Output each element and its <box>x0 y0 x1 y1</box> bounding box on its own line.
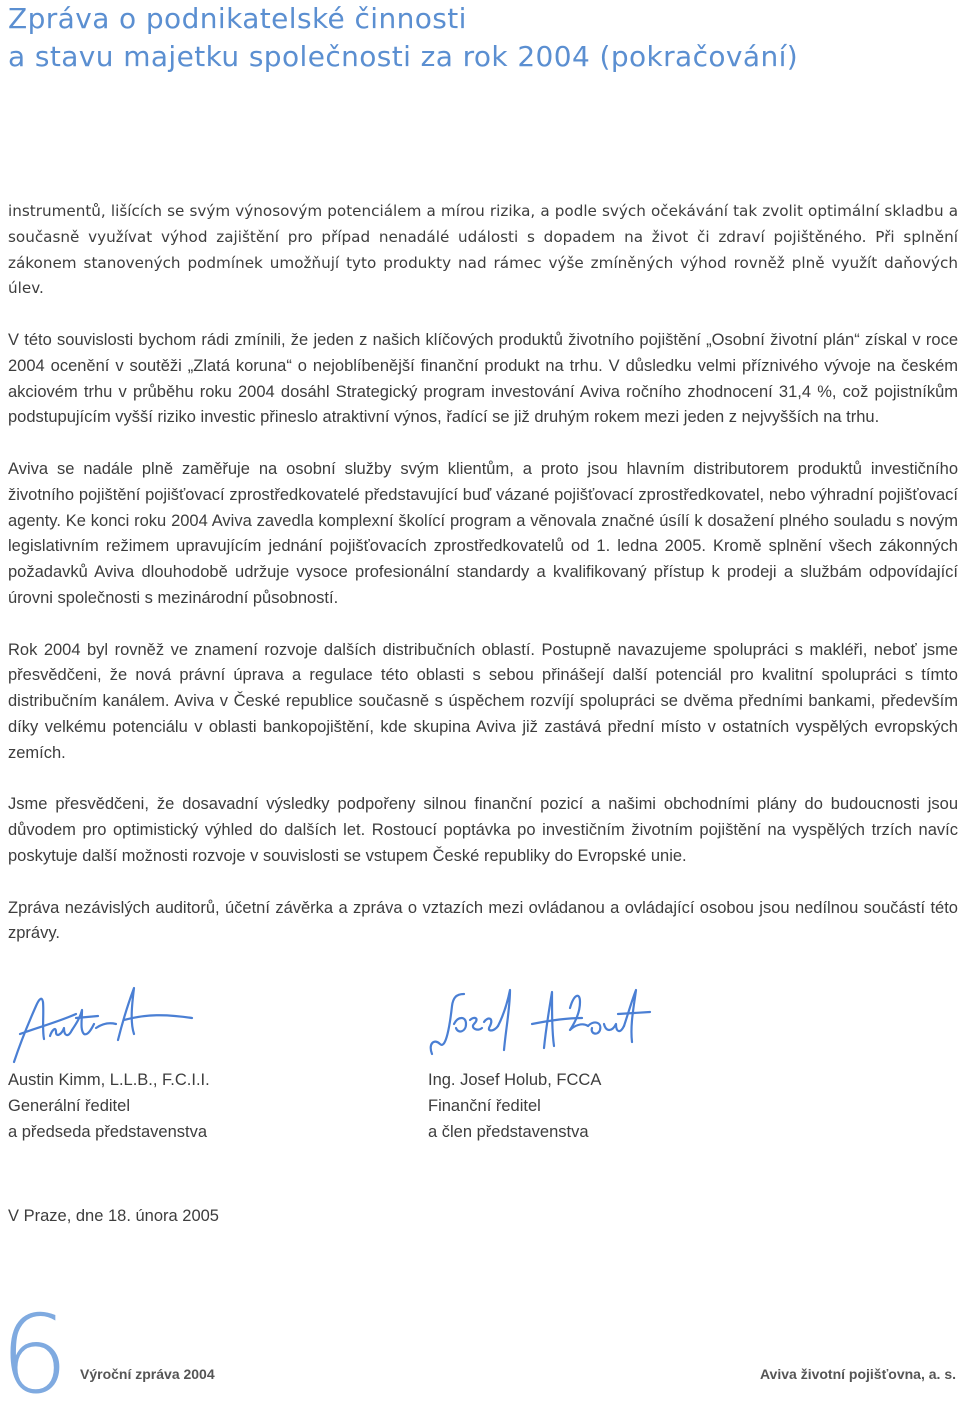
paragraph-4: Rok 2004 byl rovněž ve znamení rozvoje dalších distribučních oblastí. Postupně navazujeme spolupráci s makléři, neboť jsme přesvědčeni, že nová právní úprava a regulace této oblasti s sebou přinášejí další potenciál pro kvalitní spolupráci s tímto distribučním kanálem. Aviva v České republice současně s úspěchem rozvíjí spolupráci se dvěma předními bankami, především díky velkému potenciálu v oblasti bankopojištění, kde skupina Aviva již zastává přední místo v ostatních vyspělých evropských zemích. <box>8 640 958 762</box>
paragraph-6: Zpráva nezávislých auditorů, účetní závěrka a zpráva o vztazích mezi ovládanou a ovládající osobou jsou nedílnou součástí této zprávy. <box>8 898 958 943</box>
paragraph-2: V této souvislosti bychom rádi zmínili, že jeden z našich klíčových produktů životního pojištění „Osobní životní plán“ získal v roce 2004 ocenění v soutěži „Zlatá koruna“ o nejoblíbenější finanční produkt na trhu. V důsledku velmi příznivého vývoje na českém akciovém trhu v průběhu roku 2004 dosáhl Strategický program investování Aviva ročního zhodnocení 31,4 %, což pojistníkům podstupujícím vyšší riziko investic přineslo atraktivní výnos, řadící se již druhým rokem mezi jeden z nejvyšších na trhu. <box>8 330 958 427</box>
title-line-2: a stavu majetku společnosti za rok 2004 (pokračování) <box>8 40 799 73</box>
report-body <box>8 199 958 973</box>
page-title <box>8 0 952 76</box>
signer-left-name: Austin Kimm, L.L.B., F.C.I.I. <box>8 1071 210 1089</box>
signer-right-name: Ing. Josef Holub, FCCA <box>428 1071 602 1089</box>
signer-left-role-2: a předseda představenstva <box>8 1122 208 1141</box>
paragraph-3: Aviva se nadále plně zaměřuje na osobní služby svým klientům, a proto jsou hlavním distributorem produktů investičního životního pojištění pojišťovací zprostředkovatelé představující buď vázané pojišťovací zprostředkovatel, nebo výhradní pojišťovací agenty. Ke konci roku 2004 Aviva zavedla komplexní školící program a věnovala značné úsílí k dosažení plného souladu s novým legislativním režimem upravujícím jednání pojišťovacích zprostředkovatelů od 1. ledna 2005. Kromě splnění všech zákonných požadavků Aviva dlouhodobě udržuje vysoce profesionální standardy a kvalifikovaný přístup k prodeji a službám odpovídající úrovni společnosti s mezinárodní působností. <box>8 459 958 607</box>
signer-left <box>8 1068 210 1145</box>
title-line-1: Zpráva o podnikatelské činnosti <box>8 2 467 35</box>
footer-report-name: Výroční zpráva 2004 <box>80 1366 215 1382</box>
place-date: V Praze, dne 18. února 2005 <box>8 1207 219 1225</box>
signer-left-role-1: Generální ředitel <box>8 1096 130 1115</box>
page-number: 6 <box>0 1293 69 1418</box>
signer-right <box>428 1068 601 1145</box>
footer-company: Aviva životní pojišťovna, a. s. <box>759 1366 956 1382</box>
signer-right-role-1: Finanční ředitel <box>428 1096 541 1115</box>
paragraph-1: instrumentů, lišících se svým výnosovým potenciálem a mírou rizika, a podle svých očekávání tak zvolit optimální skladbu a současně využívat výhod zajištění pro případ nenadálé události s dopadem na život či zdraví pojištěného. Při splnění zákonem stanovených podmínek umožňují tyto produkty nad rámec výše zmíněných výhod rovněž plně využít daňových úlev. <box>8 202 958 298</box>
signer-right-role-2: a člen představenstva <box>428 1122 589 1141</box>
signature-josef-holub <box>424 984 654 1066</box>
signature-austin-kimm <box>6 984 196 1066</box>
paragraph-5: Jsme přesvědčeni, že dosavadní výsledky podpořeny silnou finanční pozicí a našimi obchodními plány do budoucnosti jsou důvodem pro optimistický výhled do dalších let. Rostoucí poptávka po investičním životním pojištění na vyspělých trzích navíc poskytuje další možnosti rozvoje v souvislosti se vstupem České republiky do Evropské unie. <box>8 795 958 865</box>
